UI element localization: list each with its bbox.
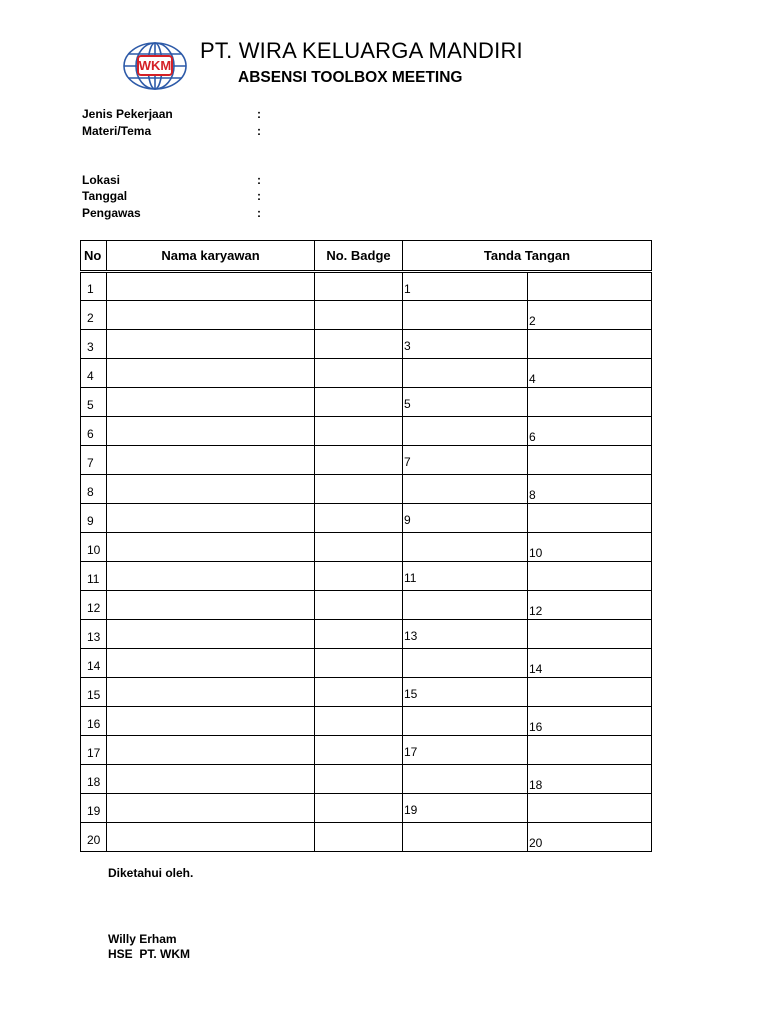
- signature-cell-left[interactable]: [403, 359, 528, 388]
- signature-cell-left[interactable]: 7: [403, 446, 528, 475]
- badge-number-cell[interactable]: [315, 678, 403, 707]
- table-row: [81, 330, 652, 359]
- employee-name-cell[interactable]: [107, 301, 315, 330]
- table-row: [81, 301, 652, 330]
- employee-name-cell[interactable]: [107, 562, 315, 591]
- badge-number-cell[interactable]: [315, 736, 403, 765]
- signature-cell-left[interactable]: [403, 591, 528, 620]
- field-label-materi-tema: Materi/Tema: [82, 124, 152, 138]
- employee-name-cell[interactable]: [107, 649, 315, 678]
- employee-name-cell[interactable]: [107, 823, 315, 852]
- row-number: 4: [81, 359, 107, 388]
- row-number: 18: [81, 765, 107, 794]
- signature-cell-left[interactable]: [403, 475, 528, 504]
- table-row: [81, 475, 652, 504]
- signature-cell-left[interactable]: [403, 533, 528, 562]
- signer-name: Willy Erham: [108, 932, 177, 946]
- company-logo: [122, 41, 188, 91]
- table-row: [81, 649, 652, 678]
- table-row: [81, 823, 652, 852]
- employee-name-cell[interactable]: [107, 765, 315, 794]
- field-separator: :: [257, 189, 261, 203]
- table-row: [81, 533, 652, 562]
- badge-number-cell[interactable]: [315, 591, 403, 620]
- employee-name-cell[interactable]: [107, 330, 315, 359]
- signature-cell-left[interactable]: 3: [403, 330, 528, 359]
- badge-number-cell[interactable]: [315, 649, 403, 678]
- signature-cell-right[interactable]: [528, 736, 652, 765]
- table-row: [81, 620, 652, 649]
- row-number: 6: [81, 417, 107, 446]
- signature-cell-right[interactable]: [528, 794, 652, 823]
- table-row: [81, 272, 652, 301]
- field-separator: :: [257, 206, 261, 220]
- badge-number-cell[interactable]: [315, 620, 403, 649]
- row-number: 12: [81, 591, 107, 620]
- signature-cell-right[interactable]: [528, 620, 652, 649]
- signature-cell-left[interactable]: [403, 765, 528, 794]
- employee-name-cell[interactable]: [107, 504, 315, 533]
- badge-number-cell[interactable]: [315, 533, 403, 562]
- badge-number-cell[interactable]: [315, 388, 403, 417]
- badge-number-cell[interactable]: [315, 272, 403, 301]
- signature-cell-right[interactable]: [528, 330, 652, 359]
- signature-cell-right[interactable]: 10: [528, 533, 652, 562]
- badge-number-cell[interactable]: [315, 504, 403, 533]
- signature-cell-right[interactable]: [528, 562, 652, 591]
- signature-cell-right[interactable]: 2: [528, 301, 652, 330]
- row-number: 3: [81, 330, 107, 359]
- table-row: [81, 446, 652, 475]
- signature-cell-left[interactable]: [403, 649, 528, 678]
- badge-number-cell[interactable]: [315, 707, 403, 736]
- table-row: [81, 765, 652, 794]
- row-number: 11: [81, 562, 107, 591]
- employee-name-cell[interactable]: [107, 678, 315, 707]
- employee-name-cell[interactable]: [107, 794, 315, 823]
- employee-name-cell[interactable]: [107, 272, 315, 301]
- field-separator: :: [257, 173, 261, 187]
- employee-name-cell[interactable]: [107, 707, 315, 736]
- signature-cell-right[interactable]: 16: [528, 707, 652, 736]
- table-row: [81, 707, 652, 736]
- employee-name-cell[interactable]: [107, 591, 315, 620]
- signature-cell-left[interactable]: [403, 301, 528, 330]
- row-number: 20: [81, 823, 107, 852]
- signature-cell-right[interactable]: 8: [528, 475, 652, 504]
- table-row: [81, 678, 652, 707]
- badge-number-cell[interactable]: [315, 417, 403, 446]
- logo-text: WKM: [138, 58, 172, 73]
- signature-cell-right[interactable]: 4: [528, 359, 652, 388]
- signature-cell-right[interactable]: 14: [528, 649, 652, 678]
- signature-cell-right[interactable]: [528, 446, 652, 475]
- row-number: 1: [81, 272, 107, 301]
- header-name: Nama karyawan: [107, 241, 315, 272]
- badge-number-cell[interactable]: [315, 765, 403, 794]
- known-by-label: Diketahui oleh.: [108, 866, 194, 880]
- row-number: 2: [81, 301, 107, 330]
- employee-name-cell[interactable]: [107, 475, 315, 504]
- badge-number-cell[interactable]: [315, 359, 403, 388]
- signature-cell-left[interactable]: 19: [403, 794, 528, 823]
- badge-number-cell[interactable]: [315, 794, 403, 823]
- table-row: [81, 794, 652, 823]
- row-number: 10: [81, 533, 107, 562]
- signature-cell-left[interactable]: 13: [403, 620, 528, 649]
- signature-cell-left[interactable]: [403, 707, 528, 736]
- employee-name-cell[interactable]: [107, 359, 315, 388]
- signature-cell-left[interactable]: 11: [403, 562, 528, 591]
- table-row: [81, 417, 652, 446]
- signature-cell-right[interactable]: 20: [528, 823, 652, 852]
- badge-number-cell[interactable]: [315, 823, 403, 852]
- signer-position: HSE PT. WKM: [108, 947, 191, 961]
- badge-number-cell[interactable]: [315, 562, 403, 591]
- employee-name-cell[interactable]: [107, 533, 315, 562]
- table-row: [81, 736, 652, 765]
- signature-cell-right[interactable]: 18: [528, 765, 652, 794]
- field-separator: :: [257, 107, 261, 121]
- signature-cell-right[interactable]: [528, 272, 652, 301]
- field-label-jenis-pekerjaan: Jenis Pekerjaan: [82, 107, 173, 121]
- signature-cell-right[interactable]: [528, 504, 652, 533]
- attendance-table: [80, 240, 652, 852]
- table-header-row: [81, 241, 652, 272]
- table-row: [81, 591, 652, 620]
- table-row: [81, 562, 652, 591]
- table-row: [81, 504, 652, 533]
- signature-cell-left[interactable]: 1: [403, 272, 528, 301]
- field-separator: :: [257, 124, 261, 138]
- signature-cell-left[interactable]: [403, 823, 528, 852]
- signature-cell-left[interactable]: 15: [403, 678, 528, 707]
- employee-name-cell[interactable]: [107, 620, 315, 649]
- field-label-pengawas: Pengawas: [82, 206, 141, 220]
- field-label-lokasi: Lokasi: [82, 173, 121, 187]
- header-no: No: [81, 241, 107, 272]
- row-number: 8: [81, 475, 107, 504]
- header-badge: No. Badge: [315, 241, 403, 272]
- badge-number-cell[interactable]: [315, 301, 403, 330]
- employee-name-cell[interactable]: [107, 446, 315, 475]
- row-number: 17: [81, 736, 107, 765]
- signature-cell-left[interactable]: 9: [403, 504, 528, 533]
- signature-cell-right[interactable]: 6: [528, 417, 652, 446]
- signature-cell-left[interactable]: 5: [403, 388, 528, 417]
- table-row: [81, 388, 652, 417]
- badge-number-cell[interactable]: [315, 330, 403, 359]
- signature-cell-left[interactable]: [403, 417, 528, 446]
- badge-number-cell[interactable]: [315, 446, 403, 475]
- row-number: 7: [81, 446, 107, 475]
- table-row: [81, 359, 652, 388]
- row-number: 5: [81, 388, 107, 417]
- row-number: 19: [81, 794, 107, 823]
- signature-cell-right[interactable]: 12: [528, 591, 652, 620]
- company-name: PT. WIRA KELUARGA MANDIRI: [200, 38, 523, 63]
- signature-cell-left[interactable]: 17: [403, 736, 528, 765]
- row-number: 14: [81, 649, 107, 678]
- badge-number-cell[interactable]: [315, 475, 403, 504]
- employee-name-cell[interactable]: [107, 388, 315, 417]
- row-number: 13: [81, 620, 107, 649]
- form-title: ABSENSI TOOLBOX MEETING: [238, 69, 463, 86]
- field-label-tanggal: Tanggal: [82, 189, 128, 203]
- row-number: 15: [81, 678, 107, 707]
- header-signature: Tanda Tangan: [403, 241, 652, 272]
- row-number: 9: [81, 504, 107, 533]
- row-number: 16: [81, 707, 107, 736]
- signature-cell-right[interactable]: [528, 388, 652, 417]
- employee-name-cell[interactable]: [107, 736, 315, 765]
- employee-name-cell[interactable]: [107, 417, 315, 446]
- signature-cell-right[interactable]: [528, 678, 652, 707]
